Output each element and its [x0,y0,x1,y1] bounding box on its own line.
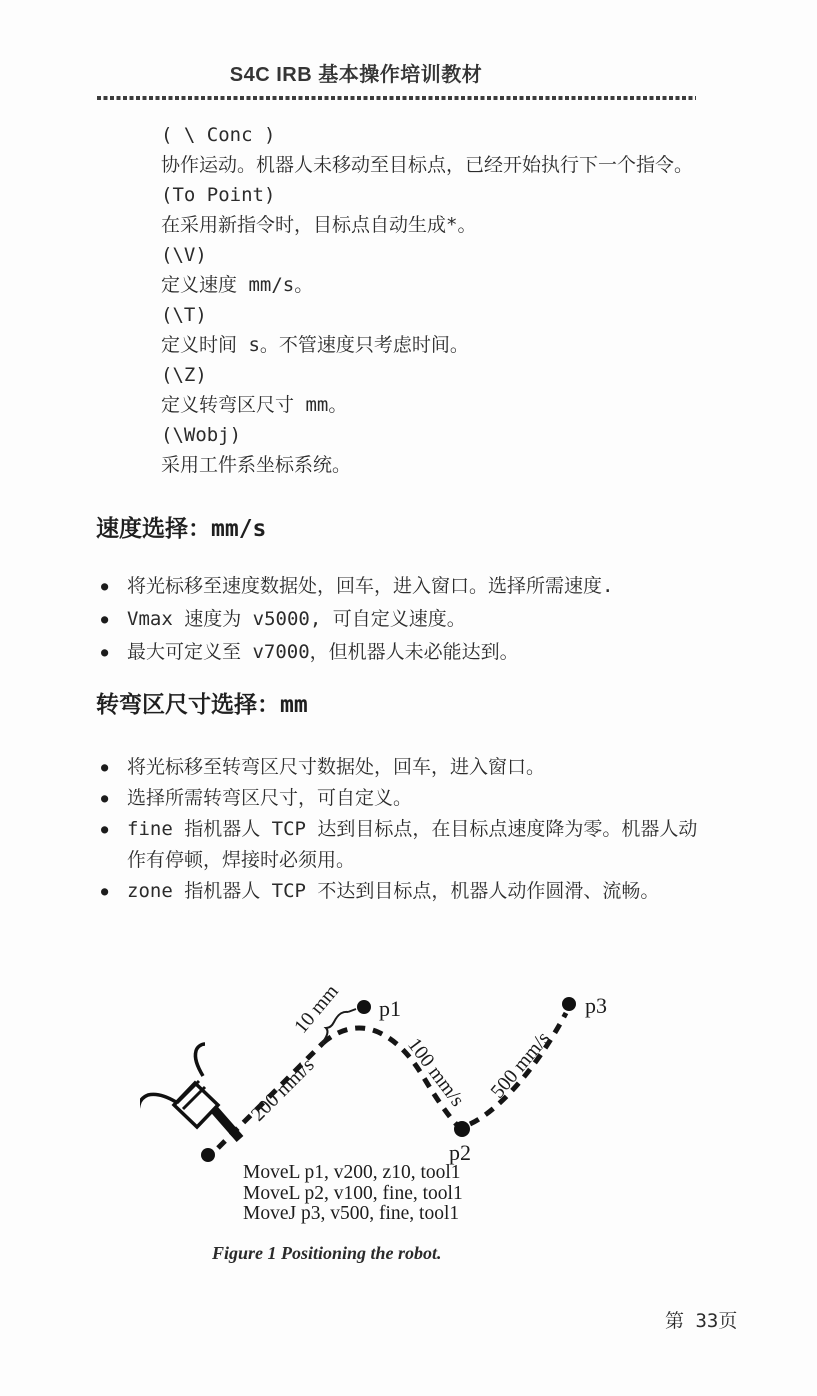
list-item: ● Vmax 速度为 v5000, 可自定义速度。 [100,603,720,636]
param-line: 采用工件系坐标系统。 [161,454,352,476]
heading-speed-selection: 速度选择：mm/s [96,516,267,542]
list-item: ● 将光标移至转弯区尺寸数据处，回车，进入窗口。 [100,752,704,783]
param-line: 定义速度 mm/s。 [161,274,314,296]
point-p3-label: p3 [585,993,607,1018]
tool-stick [212,1107,240,1139]
page-number: 第 33页 [665,1310,738,1332]
parameter-list [161,120,741,480]
list-item: ● 选择所需转弯区尺寸，可自定义。 [100,783,704,814]
param-line: 协作运动。机器人未移动至目标点，已经开始执行下一个指令。 [161,154,694,176]
code-line: MoveL p1, v200, z10, tool1 [243,1162,461,1183]
speed-bullet-list [100,570,720,669]
param-line: (To Point) [161,184,276,206]
point-p2-label: p2 [449,1140,471,1165]
zone-bullet-list [100,752,704,907]
header-divider [97,96,696,100]
start-point-dot [201,1148,215,1162]
speed-label-100: 100 mm/s [403,1034,469,1111]
param-line: 定义转弯区尺寸 mm。 [161,394,348,416]
list-item: ● zone 指机器人 TCP 不达到目标点，机器人动作圆滑、流畅。 [100,876,704,907]
param-line: ( \ Conc ) [161,124,276,146]
list-item: ● 最大可定义至 v7000，但机器人未必能达到。 [100,636,720,669]
param-line: (\Wobj) [161,424,242,446]
point-p1-dot [357,1000,371,1014]
tool-top-horn [195,1044,205,1076]
robot-tool-icon [140,1044,240,1139]
speed-label-500: 500 mm/s [486,1027,555,1103]
zone-size-label: 10 mm [289,980,343,1038]
tool-body [174,1083,218,1127]
point-p2-dot [454,1121,470,1137]
param-line: (\T) [161,304,207,326]
point-p1-label: p1 [379,996,401,1021]
heading-zone-selection: 转弯区尺寸选择：mm [96,692,308,718]
list-item: ● fine 指机器人 TCP 达到目标点，在目标点速度降为零。机器人动作有停顿，焊接时必须用。 [100,814,704,876]
figure-caption: Figure 1 Positioning the robot. [212,1243,442,1263]
param-line: (\V) [161,244,207,266]
tool-left-horn [140,1093,176,1105]
speed-label-200: 200 mm/s [246,1053,319,1126]
code-line: MoveL p2, v100, fine, tool1 [243,1182,463,1204]
rapid-code-block [243,1163,463,1225]
param-line: 在采用新指令时，目标点自动生成*。 [161,214,477,236]
point-p3-dot [562,997,576,1011]
page-title: S4C IRB 基本操作培训教材 [229,64,483,86]
param-line: (\Z) [161,364,207,386]
code-line: MoveJ p3, v500, fine, tool1 [243,1203,460,1224]
list-item: ● 将光标移至速度数据处，回车，进入窗口。选择所需速度. [100,570,720,603]
param-line: 定义时间 s。不管速度只考虑时间。 [161,334,469,356]
